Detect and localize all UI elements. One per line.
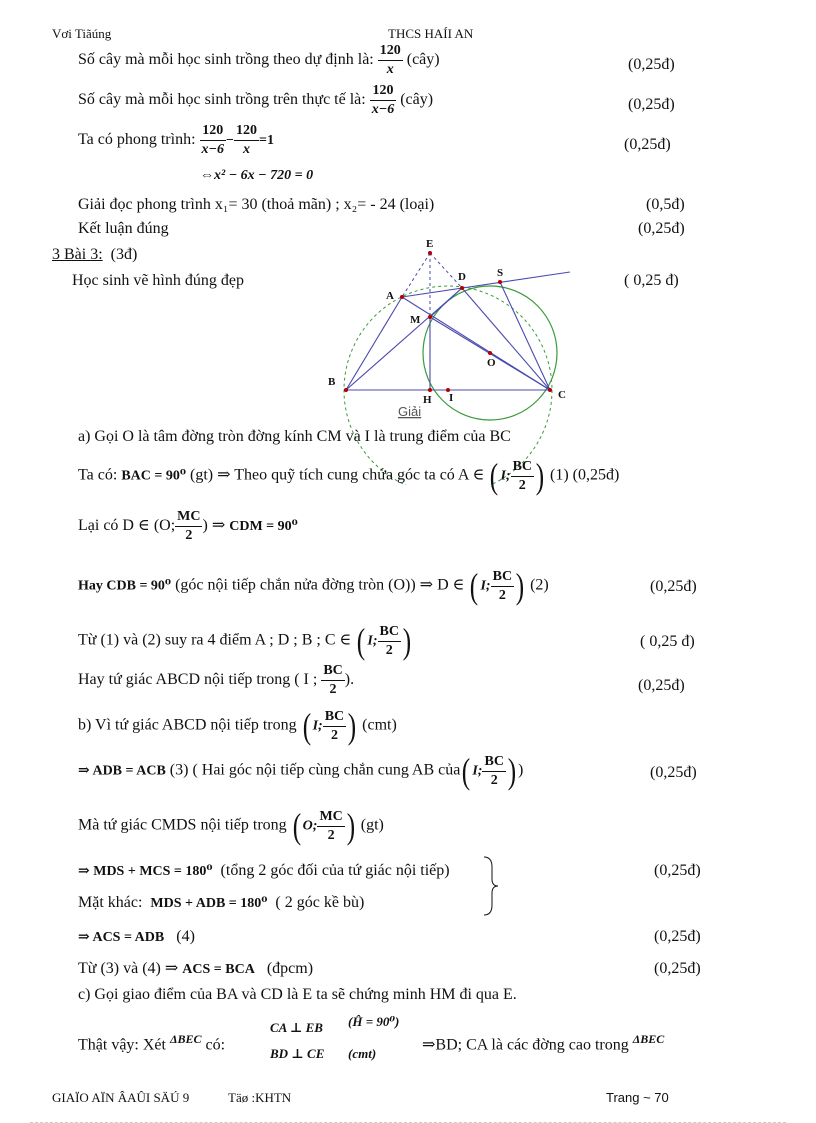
footer-mid: Täø :KHTN bbox=[228, 1090, 292, 1105]
header-center: THCS HAÍI AN bbox=[388, 26, 474, 41]
part-c-line-2: Thật vậy: Xét $^{\Delta BEC}$ có: bbox=[78, 1032, 226, 1054]
line-EA bbox=[402, 253, 430, 297]
point-C bbox=[548, 388, 552, 392]
point-H bbox=[428, 388, 432, 392]
part-b-line-5: Mặt khác: MDS + ADB = 180⁰ ( 2 góc kề bù) bbox=[78, 894, 365, 911]
cond-2: BD ⊥ CE bbox=[270, 1046, 325, 1061]
line-planned-trees: Số cây mà mỗi học sinh trồng theo dự định là: $\frac{120}{x}$ (cây) bbox=[78, 43, 440, 77]
line-DC bbox=[462, 288, 550, 390]
mark-p3: (0,25đ) bbox=[650, 578, 697, 595]
label-D: D bbox=[458, 271, 466, 283]
part-b-line-1: b) Vì tứ giác ABCD nội tiếp trong ( I; $\frac{BC}{2}$ ) (cmt) bbox=[78, 706, 397, 746]
line-actual-trees: Số cây mà mỗi học sinh trồng trên thực tế là: $\frac{120}{x-6}$ (cây) bbox=[78, 83, 434, 117]
label-A: A bbox=[386, 290, 394, 302]
mark-5: (0,5đ) bbox=[646, 196, 685, 213]
mark-b6: (0,25đ) bbox=[654, 928, 701, 945]
proof-line-5: Hay tứ giác ABCD nội tiếp trong ( I ; $\frac{BC}{2}$ ). bbox=[78, 663, 355, 697]
point-E bbox=[428, 251, 432, 255]
mark-b7: (0,25đ) bbox=[654, 960, 701, 977]
cond-1: CA ⊥ EB bbox=[270, 1020, 323, 1035]
mark-1: (0,25đ) bbox=[628, 56, 675, 73]
part-b-line-3: Mà tứ giác CMDS nội tiếp trong ( O; $\frac{MC}{2}$ ) (gt) bbox=[78, 806, 384, 846]
proof-line-3: Hay CDB = 90⁰ (góc nội tiếp chắn nửa đờng tròn (O)) ⇒ D ∈ ( I; $\frac{BC}{2}$ ) (2) bbox=[78, 566, 549, 606]
bai3-draw-mark: ( 0,25 đ) bbox=[624, 272, 679, 289]
mark-p4: ( 0,25 đ) bbox=[640, 633, 695, 650]
bai3-draw: Học sinh vẽ hình đúng đẹp bbox=[72, 272, 244, 289]
part-b-line-2: ⇒ ADB = ACB (3) ( Hai góc nội tiếp cùng chắn cung AB của( I; $\frac{BC}{2}$ ) ) bbox=[78, 751, 524, 791]
mark-p5: (0,25đ) bbox=[638, 677, 685, 694]
line-solve: Giải đọc phong trình x₁= 30 (thoả mãn) ; x₂= - 24 (loại) bbox=[78, 196, 435, 213]
label-C: C bbox=[558, 389, 566, 401]
label-H: H bbox=[423, 394, 432, 406]
part-a-intro: a) Gọi O là tâm đờng tròn đờng kính CM và I là trung điểm của BC bbox=[78, 428, 511, 445]
label-I: I bbox=[449, 392, 454, 404]
footer-left: GIAÏO AÏN ÂAÛI SÄÚ 9 bbox=[52, 1090, 190, 1105]
label-S: S bbox=[497, 267, 504, 279]
bai3-heading: 3 Bài 3: (3đ) bbox=[52, 246, 138, 263]
part-b-line-4: ⇒ MDS + MCS = 180⁰ (tổng 2 góc đối của tứ giác nội tiếp) bbox=[78, 862, 450, 879]
geometry-figure bbox=[320, 235, 590, 485]
cond-1-reason: (Ĥ = 90⁰) bbox=[348, 1014, 400, 1029]
line-quadratic: ⇔x² − 6x − 720 = 0 bbox=[200, 168, 314, 183]
point-A bbox=[400, 295, 404, 299]
proof-line-1: Ta có: BAC = 90⁰ (gt) ⇒ Theo quỹ tích cung chứa góc ta có A ∈ ( I; $\frac{BC}{2}$ ) (1) (0,25đ) bbox=[78, 456, 620, 496]
mark-3: (0,25đ) bbox=[624, 136, 671, 153]
proof-line-2: Lại có D ∈ (O; $\frac{MC}{2}$ ) ⇒ CDM = 90⁰ bbox=[78, 509, 298, 543]
line-BA bbox=[346, 297, 402, 390]
footer-right: Trang ~ 70 bbox=[606, 1090, 669, 1105]
cond-2-reason: (cmt) bbox=[348, 1046, 377, 1061]
mark-b2: (0,25đ) bbox=[650, 764, 697, 781]
figure-giai: Giải bbox=[398, 404, 422, 419]
point-S bbox=[498, 280, 502, 284]
point-B bbox=[344, 388, 348, 392]
part-c-conclusion: ⇒BD; CA là các đờng cao trong $^{\Delta BEC}$ bbox=[422, 1032, 665, 1054]
label-O: O bbox=[487, 357, 496, 369]
part-c-intro: c) Gọi giao điểm của BA và CD là E ta sẽ chứng minh HM đi qua E. bbox=[78, 986, 517, 1003]
point-M bbox=[428, 315, 432, 319]
label-M: M bbox=[410, 314, 421, 326]
mark-6: (0,25đ) bbox=[638, 220, 685, 237]
header-left: Vơi Tiãúng bbox=[52, 26, 112, 41]
brace-icon bbox=[480, 855, 500, 917]
label-B: B bbox=[328, 376, 336, 388]
mark-2: (0,25đ) bbox=[628, 96, 675, 113]
part-b-line-7: Từ (3) và (4) ⇒ ACS = BCA (đpcm) bbox=[78, 960, 314, 977]
point-D bbox=[460, 286, 464, 290]
mark-b4: (0,25đ) bbox=[654, 862, 701, 879]
proof-line-4: Từ (1) và (2) suy ra 4 điểm A ; D ; B ; C ∈ ( I; $\frac{BC}{2}$ ) bbox=[78, 621, 412, 661]
line-conclusion: Kết luận đúng bbox=[78, 220, 169, 237]
label-E: E bbox=[426, 238, 434, 250]
point-O bbox=[488, 351, 492, 355]
part-b-line-6: ⇒ ACS = ADB (4) bbox=[78, 928, 195, 945]
line-equation: Ta có phong trình: $\frac{120}{x-6}$ − $\frac{120}{x}$ =1 bbox=[78, 123, 274, 157]
